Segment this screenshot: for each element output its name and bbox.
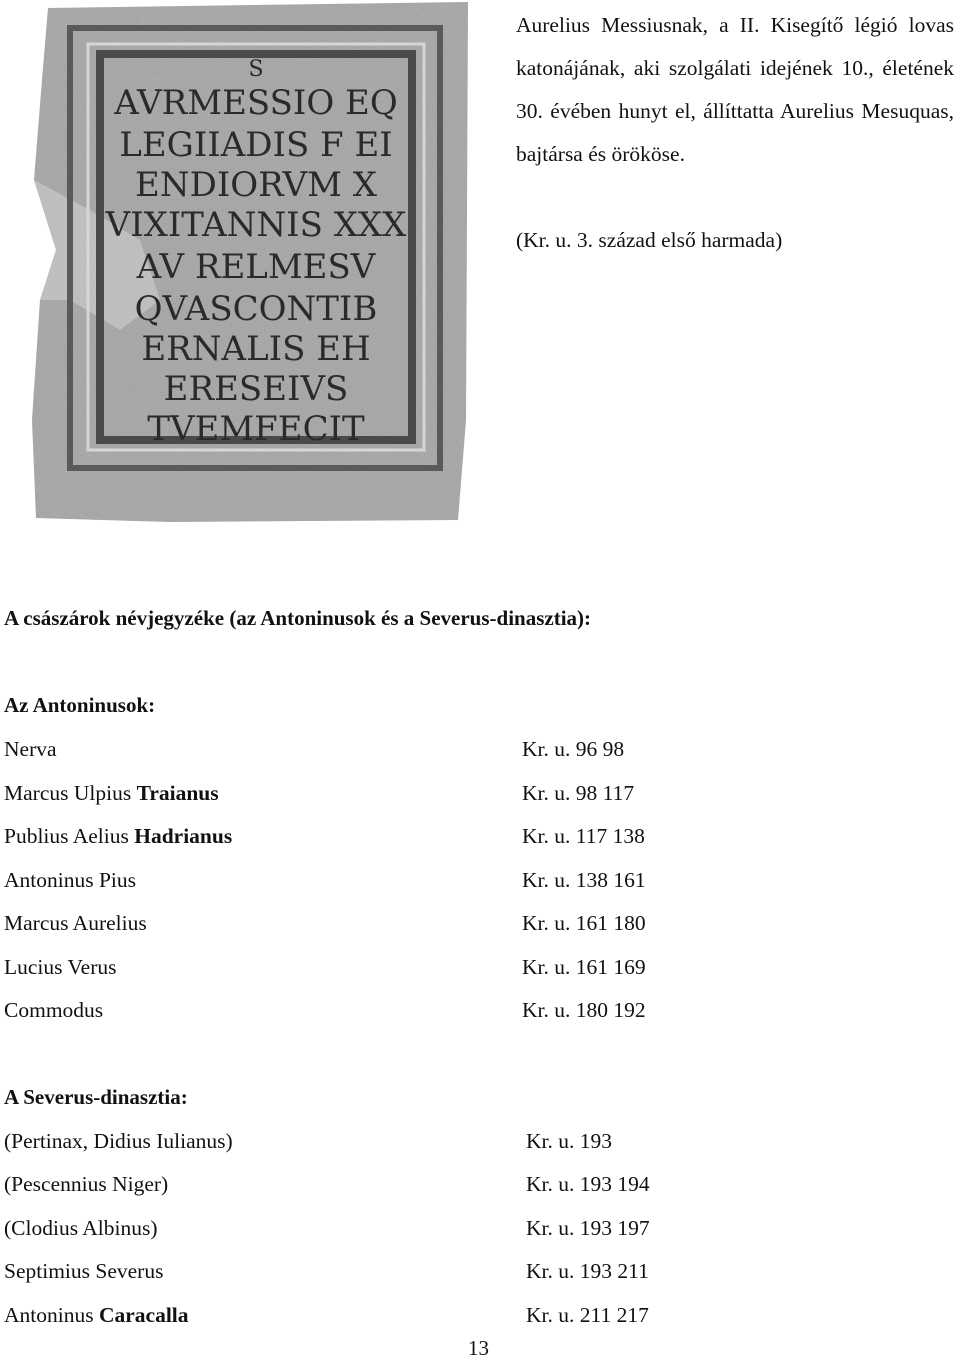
svg-text:AVRMESSIO EQ: AVRMESSIO EQ bbox=[114, 83, 398, 123]
svg-text:S: S bbox=[248, 57, 264, 82]
list-item: (Clodius Albinus) Kr. u. 193 197 bbox=[4, 1216, 650, 1240]
emperors-list-heading: A császárok névjegyzéke (az Antoninusok és a Severus-dinasztia): bbox=[4, 606, 592, 630]
list-item: Antoninus Pius Kr. u. 138 161 bbox=[4, 868, 646, 892]
svg-text:TVEMFECIT: TVEMFECIT bbox=[147, 409, 365, 449]
list-item: (Pescennius Niger) Kr. u. 193 194 bbox=[4, 1172, 650, 1196]
svg-text:VIXITANNIS XXX: VIXITANNIS XXX bbox=[105, 205, 407, 245]
svg-text:AV RELMESV: AV RELMESV bbox=[136, 247, 376, 287]
photo-caption bbox=[516, 4, 954, 262]
list-item: Antoninus Caracalla Kr. u. 211 217 bbox=[4, 1303, 649, 1327]
list-item: Commodus Kr. u. 180 192 bbox=[4, 998, 646, 1022]
list-item: Lucius Verus Kr. u. 161 169 bbox=[4, 955, 646, 979]
svg-text:ERNALIS EH: ERNALIS EH bbox=[141, 329, 371, 369]
list-item: (Pertinax, Didius Iulianus) Kr. u. 193 bbox=[4, 1129, 612, 1153]
list-item: Septimius Severus Kr. u. 193 211 bbox=[4, 1259, 649, 1283]
caption-date: (Kr. u. 3. század első harmada) bbox=[516, 228, 783, 252]
svg-text:ENDIORVM X: ENDIORVM X bbox=[135, 165, 377, 205]
svg-text:QVASCONTIB: QVASCONTIB bbox=[134, 289, 378, 329]
severans-title: A Severus-dinasztia: bbox=[4, 1085, 188, 1109]
list-item: Publius Aelius Hadrianus Kr. u. 117 138 bbox=[4, 824, 645, 848]
list-item: Marcus Ulpius Traianus Kr. u. 98 117 bbox=[4, 781, 635, 805]
caption-text: Aurelius Messiusnak, a II. Kisegítő légió lovas katonájának, aki szolgálati idejének 10., életének 30. évében hunyt el, állíttatta Aurelius Mesuquas, bajtársa és örököse. bbox=[516, 13, 954, 166]
tombstone-photo bbox=[30, 0, 470, 525]
svg-text:LEGIIADIS F EI: LEGIIADIS F EI bbox=[119, 125, 393, 165]
svg-text:ERESEIVS: ERESEIVS bbox=[163, 369, 349, 409]
list-item: Marcus Aurelius Kr. u. 161 180 bbox=[4, 911, 646, 935]
antonines-title: Az Antoninusok: bbox=[4, 693, 156, 717]
page-number: 13 bbox=[468, 1336, 489, 1360]
list-item: Nerva Kr. u. 96 98 bbox=[4, 737, 625, 761]
